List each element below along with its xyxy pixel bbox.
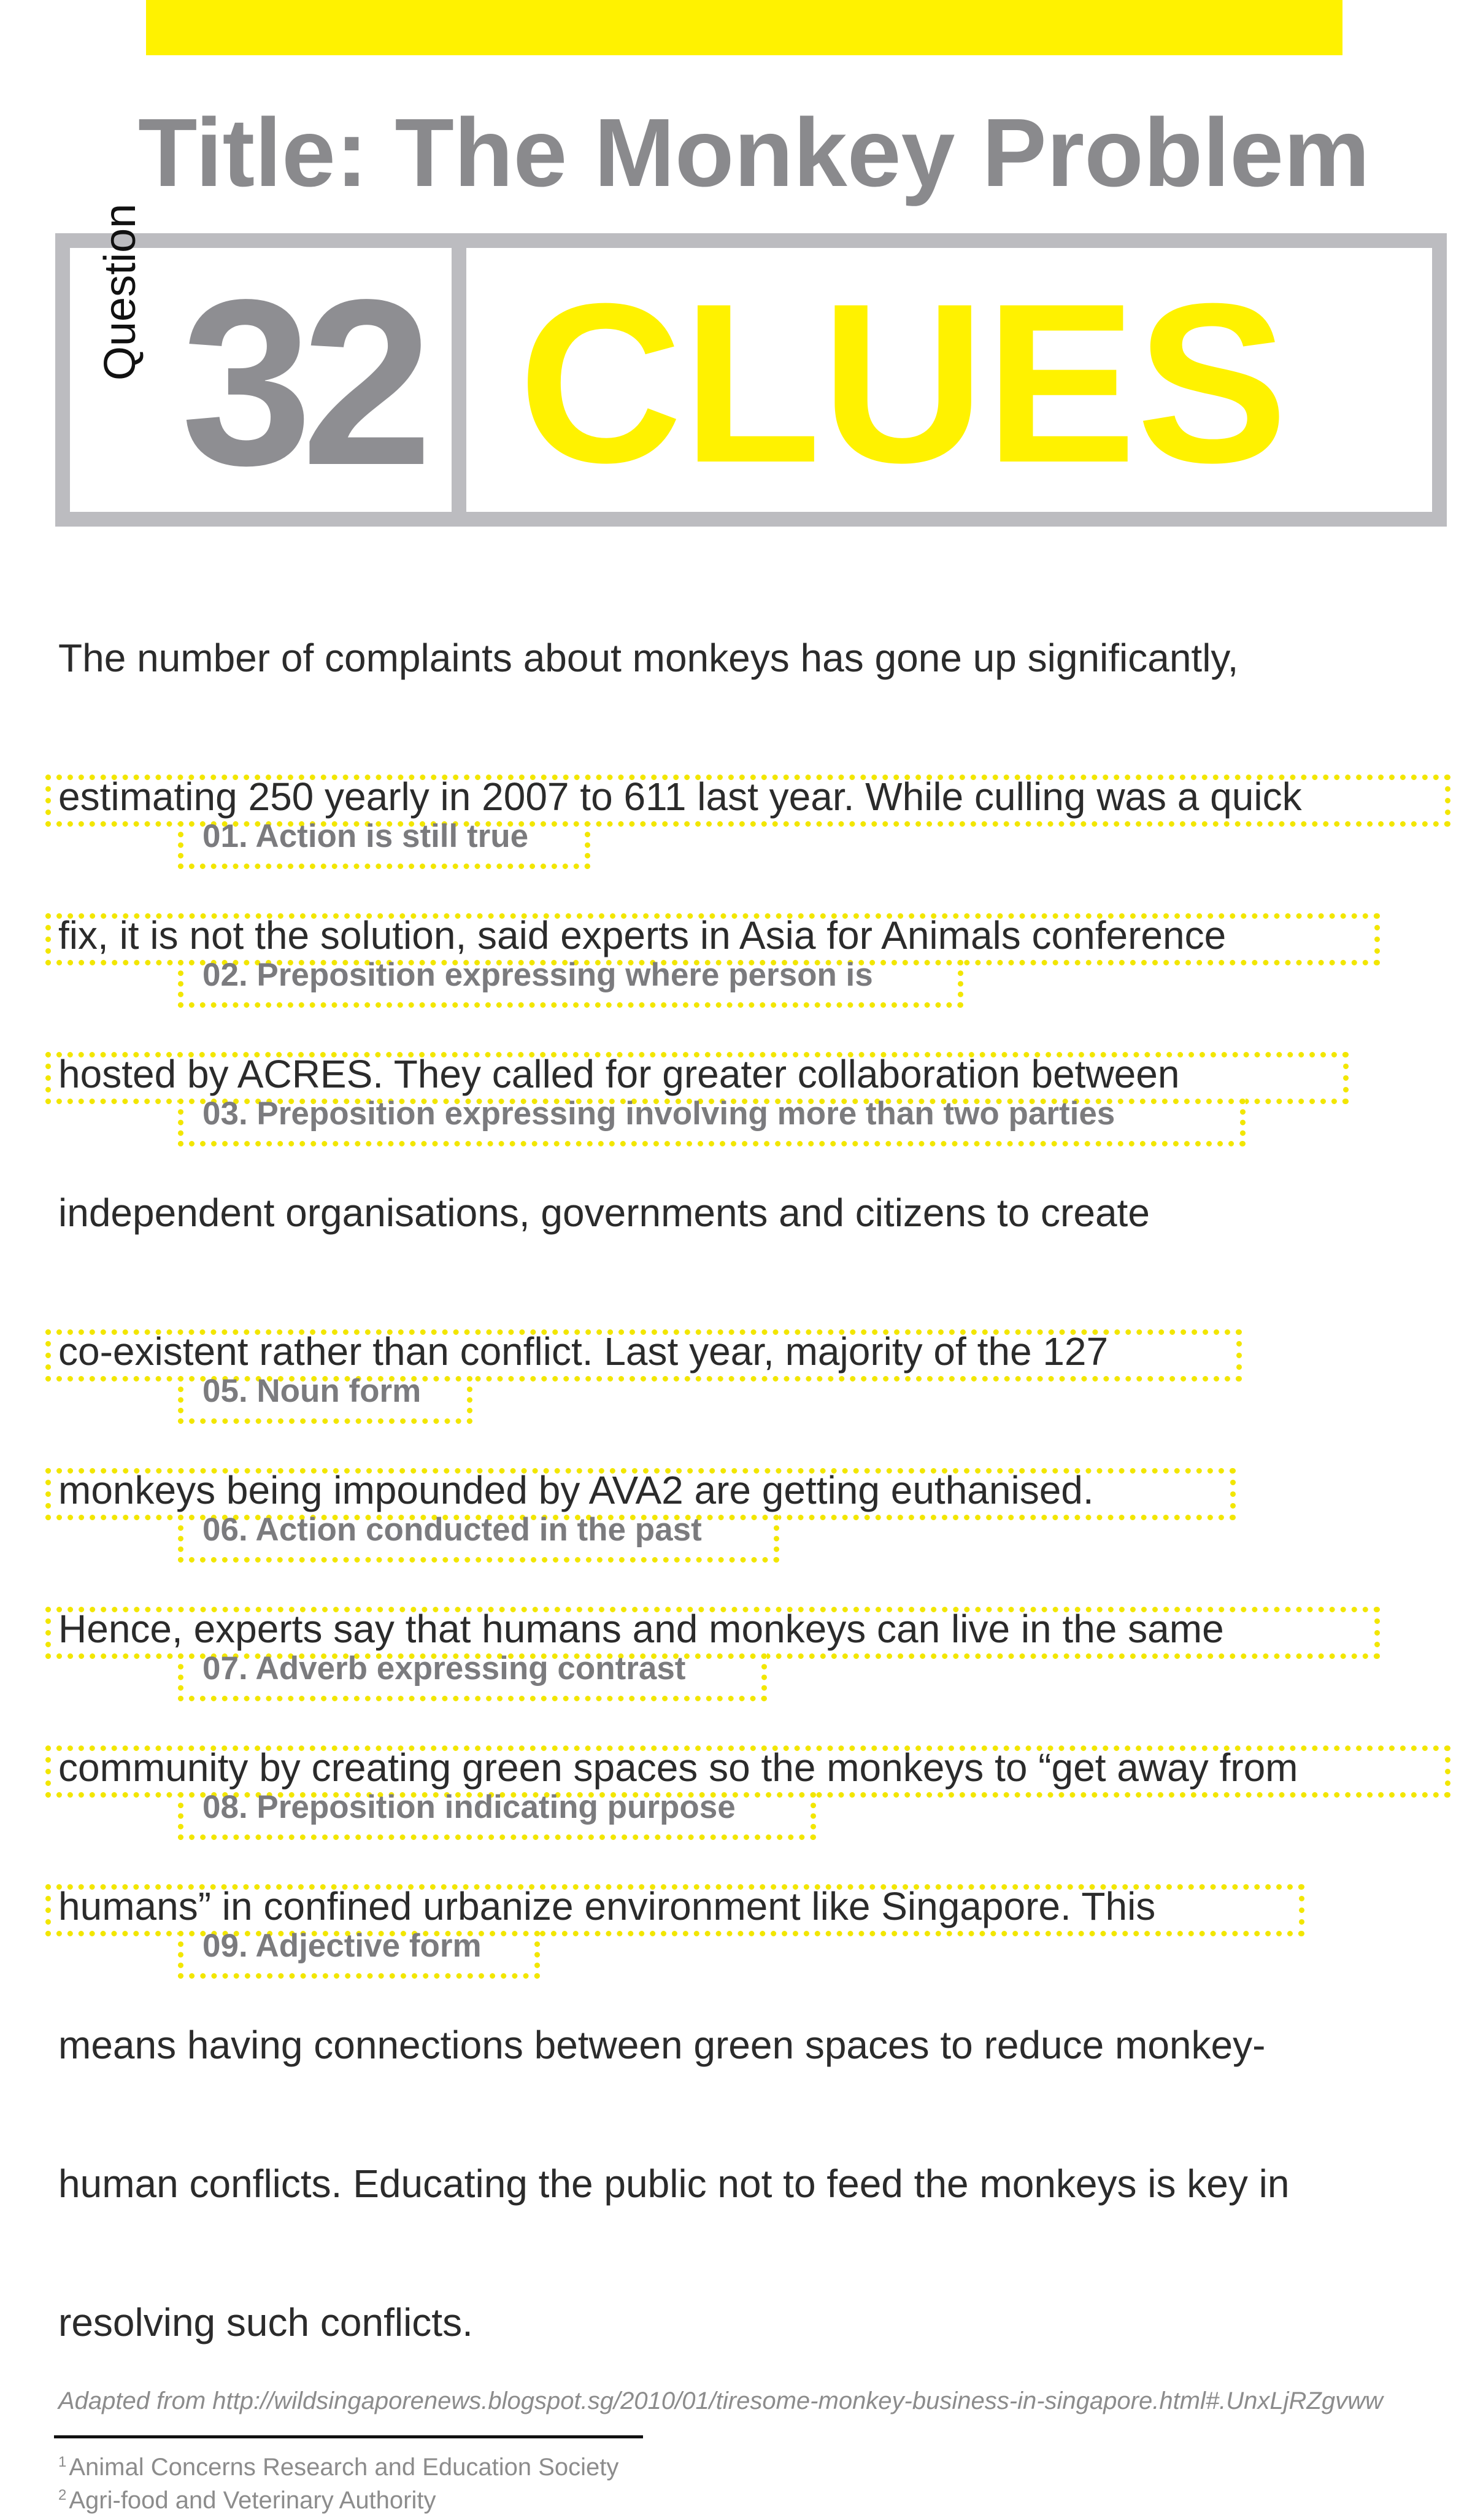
passage-line-9: community by creating green spaces so the monkeys to “get away from [58, 1745, 1298, 1790]
clue-label-08: 08. Preposition indicating purpose [202, 1789, 736, 1825]
source-citation: Adapted from http://wildsingaporenews.blogspot.sg/2010/01/tiresome-monkey-business-in-singapore.html#.UnxLjRZgvww [58, 2387, 1383, 2414]
passage-line-7: monkeys being impounded by AVA2 are getting euthanised. [58, 1468, 1094, 1512]
question-number: 32 [181, 250, 422, 514]
clues-heading: CLUES [518, 257, 1288, 510]
footnote-1 [58, 2454, 618, 2481]
footnote-text: Agri-food and Veterinary Authority [69, 2487, 436, 2514]
passage-line-1: The number of complaints about monkeys has gone up significantly, [58, 636, 1239, 680]
footnote-divider [54, 2435, 643, 2438]
question-label: Question [96, 203, 145, 381]
page-title: Title: The Monkey Problem [138, 99, 1370, 207]
top-accent-bar [146, 0, 1342, 55]
footnote-text: Animal Concerns Research and Education Society [69, 2454, 619, 2481]
passage-line-13: resolving such conflicts. [58, 2300, 473, 2344]
passage-line-2: estimating 250 yearly in 2007 to 611 last year. While culling was a quick [58, 775, 1302, 819]
clue-label-01: 01. Action is still true [202, 818, 529, 854]
clue-label-09: 09. Adjective form [202, 1928, 482, 1964]
passage-line-6: co-existent rather than conflict. Last year, majority of the 127 [58, 1329, 1109, 1374]
passage-line-11: means having connections between green spaces to reduce monkey- [58, 2023, 1266, 2067]
passage-line-10: humans” in confined urbanize environment like Singapore. This [58, 1884, 1156, 1928]
footnote-2 [58, 2487, 436, 2514]
box-divider [452, 248, 466, 512]
passage-line-5: independent organisations, governments and citizens to create [58, 1191, 1150, 1235]
passage-line-8: Hence, experts say that humans and monkeys can live in the same [58, 1607, 1224, 1651]
clue-label-03: 03. Preposition expressing involving more than two parties [202, 1096, 1115, 1132]
clue-label-05: 05. Noun form [202, 1373, 422, 1409]
clue-label-02: 02. Preposition expressing where person is [202, 957, 873, 993]
passage-line-3: fix, it is not the solution, said experts in Asia for Animals conference [58, 913, 1227, 957]
footnote-marker: 1 [58, 2454, 67, 2470]
clue-label-06: 06. Action conducted in the past [202, 1512, 702, 1548]
passage-line-12: human conflicts. Educating the public not to feed the monkeys is key in [58, 2162, 1290, 2206]
clue-label-07: 07. Adverb expressing contrast [202, 1650, 686, 1687]
passage-line-4: hosted by ACRES. They called for greater collaboration between [58, 1052, 1180, 1096]
footnote-marker: 2 [58, 2487, 67, 2503]
